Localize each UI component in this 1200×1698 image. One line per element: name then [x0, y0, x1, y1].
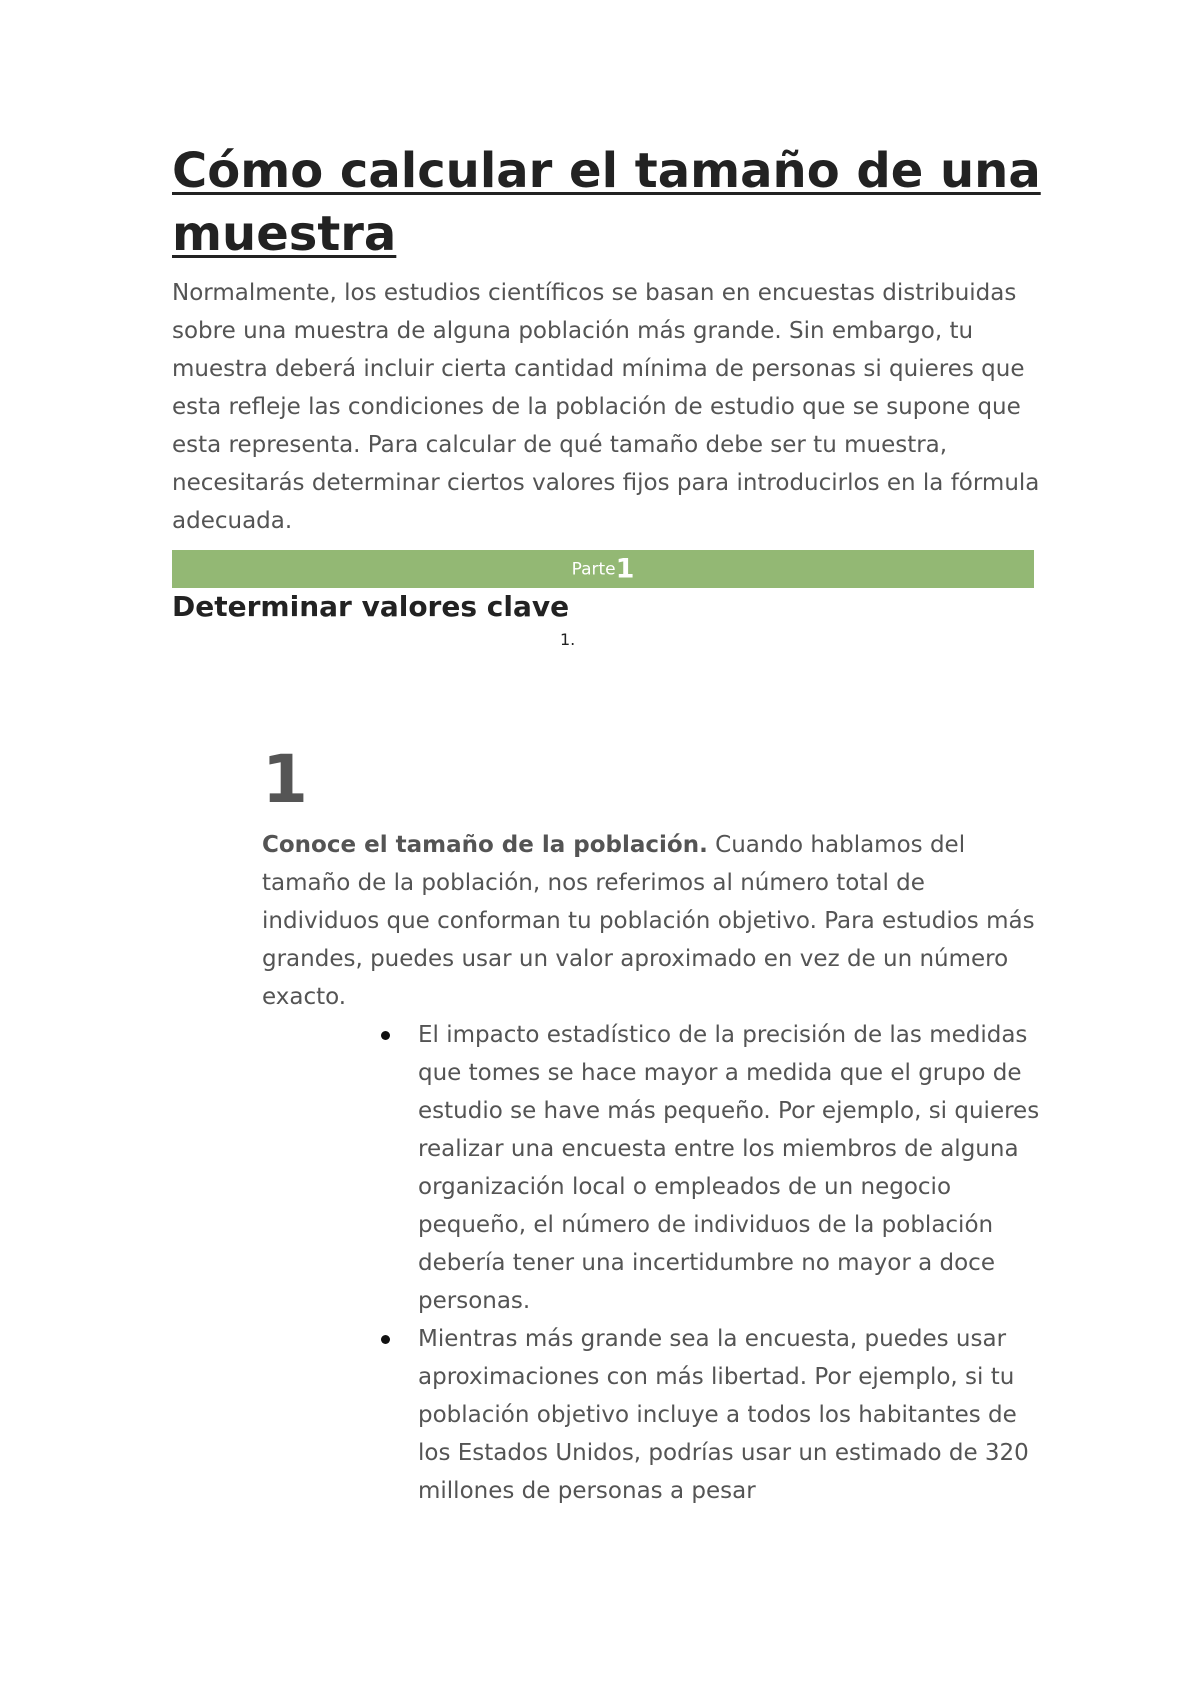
page-title: Cómo calcular el tamaño de una muestra: [172, 143, 1041, 262]
list-item: [418, 1320, 1042, 1510]
ordered-list-marker: 1.: [560, 630, 576, 649]
bullet-icon: [381, 1031, 390, 1040]
section-heading: Determinar valores clave: [172, 590, 570, 623]
bullet-icon: [381, 1335, 390, 1344]
bullet-text: El impacto estadístico de la precisión de las medidas que tomes se hace mayor a medida que el grupo de estudio se have más pequeño. Por ejemplo, si quieres realizar una encuesta entre los miembros de alguna organización local o empleados de un negocio pequeño, el número de individuos de la población debería tener una incertidumbre no mayor a doce personas.: [418, 1022, 1040, 1314]
part-label: Parte: [571, 559, 616, 580]
part-banner: [172, 550, 1034, 588]
bullet-text: Mientras más grande sea la encuesta, puedes usar aproximaciones con más libertad. Por ejemplo, si tu población objetivo incluye a todos los habitantes de los Estados Unidos, podrías usar un estimado de 320 millones de personas a pesar: [418, 1326, 1029, 1504]
step-lead: Conoce el tamaño de la población.: [262, 832, 708, 858]
step-bullet-list: [418, 1016, 1042, 1510]
intro-paragraph: Normalmente, los estudios científicos se basan en encuestas distribuidas sobre una muestra de alguna población más grande. Sin embargo, tu muestra deberá incluir cierta cantidad mínima de personas si quieres que esta refleje las condiciones de la población de estudio que se supone que esta representa. Para calcular de qué tamaño debe ser tu muestra, necesitarás determinar ciertos valores fijos para introducirlos en la fórmula adecuada.: [172, 280, 1040, 534]
list-item: [418, 1016, 1042, 1320]
step-number: 1: [262, 741, 308, 818]
step-paragraph: [262, 826, 1042, 1016]
step-body: Cuando hablamos del tamaño de la población, nos referimos al número total de individuos que conforman tu población objetivo. Para estudios más grandes, puedes usar un valor aproximado en vez de un número exacto.: [262, 832, 1035, 1010]
part-number: 1: [615, 553, 635, 585]
